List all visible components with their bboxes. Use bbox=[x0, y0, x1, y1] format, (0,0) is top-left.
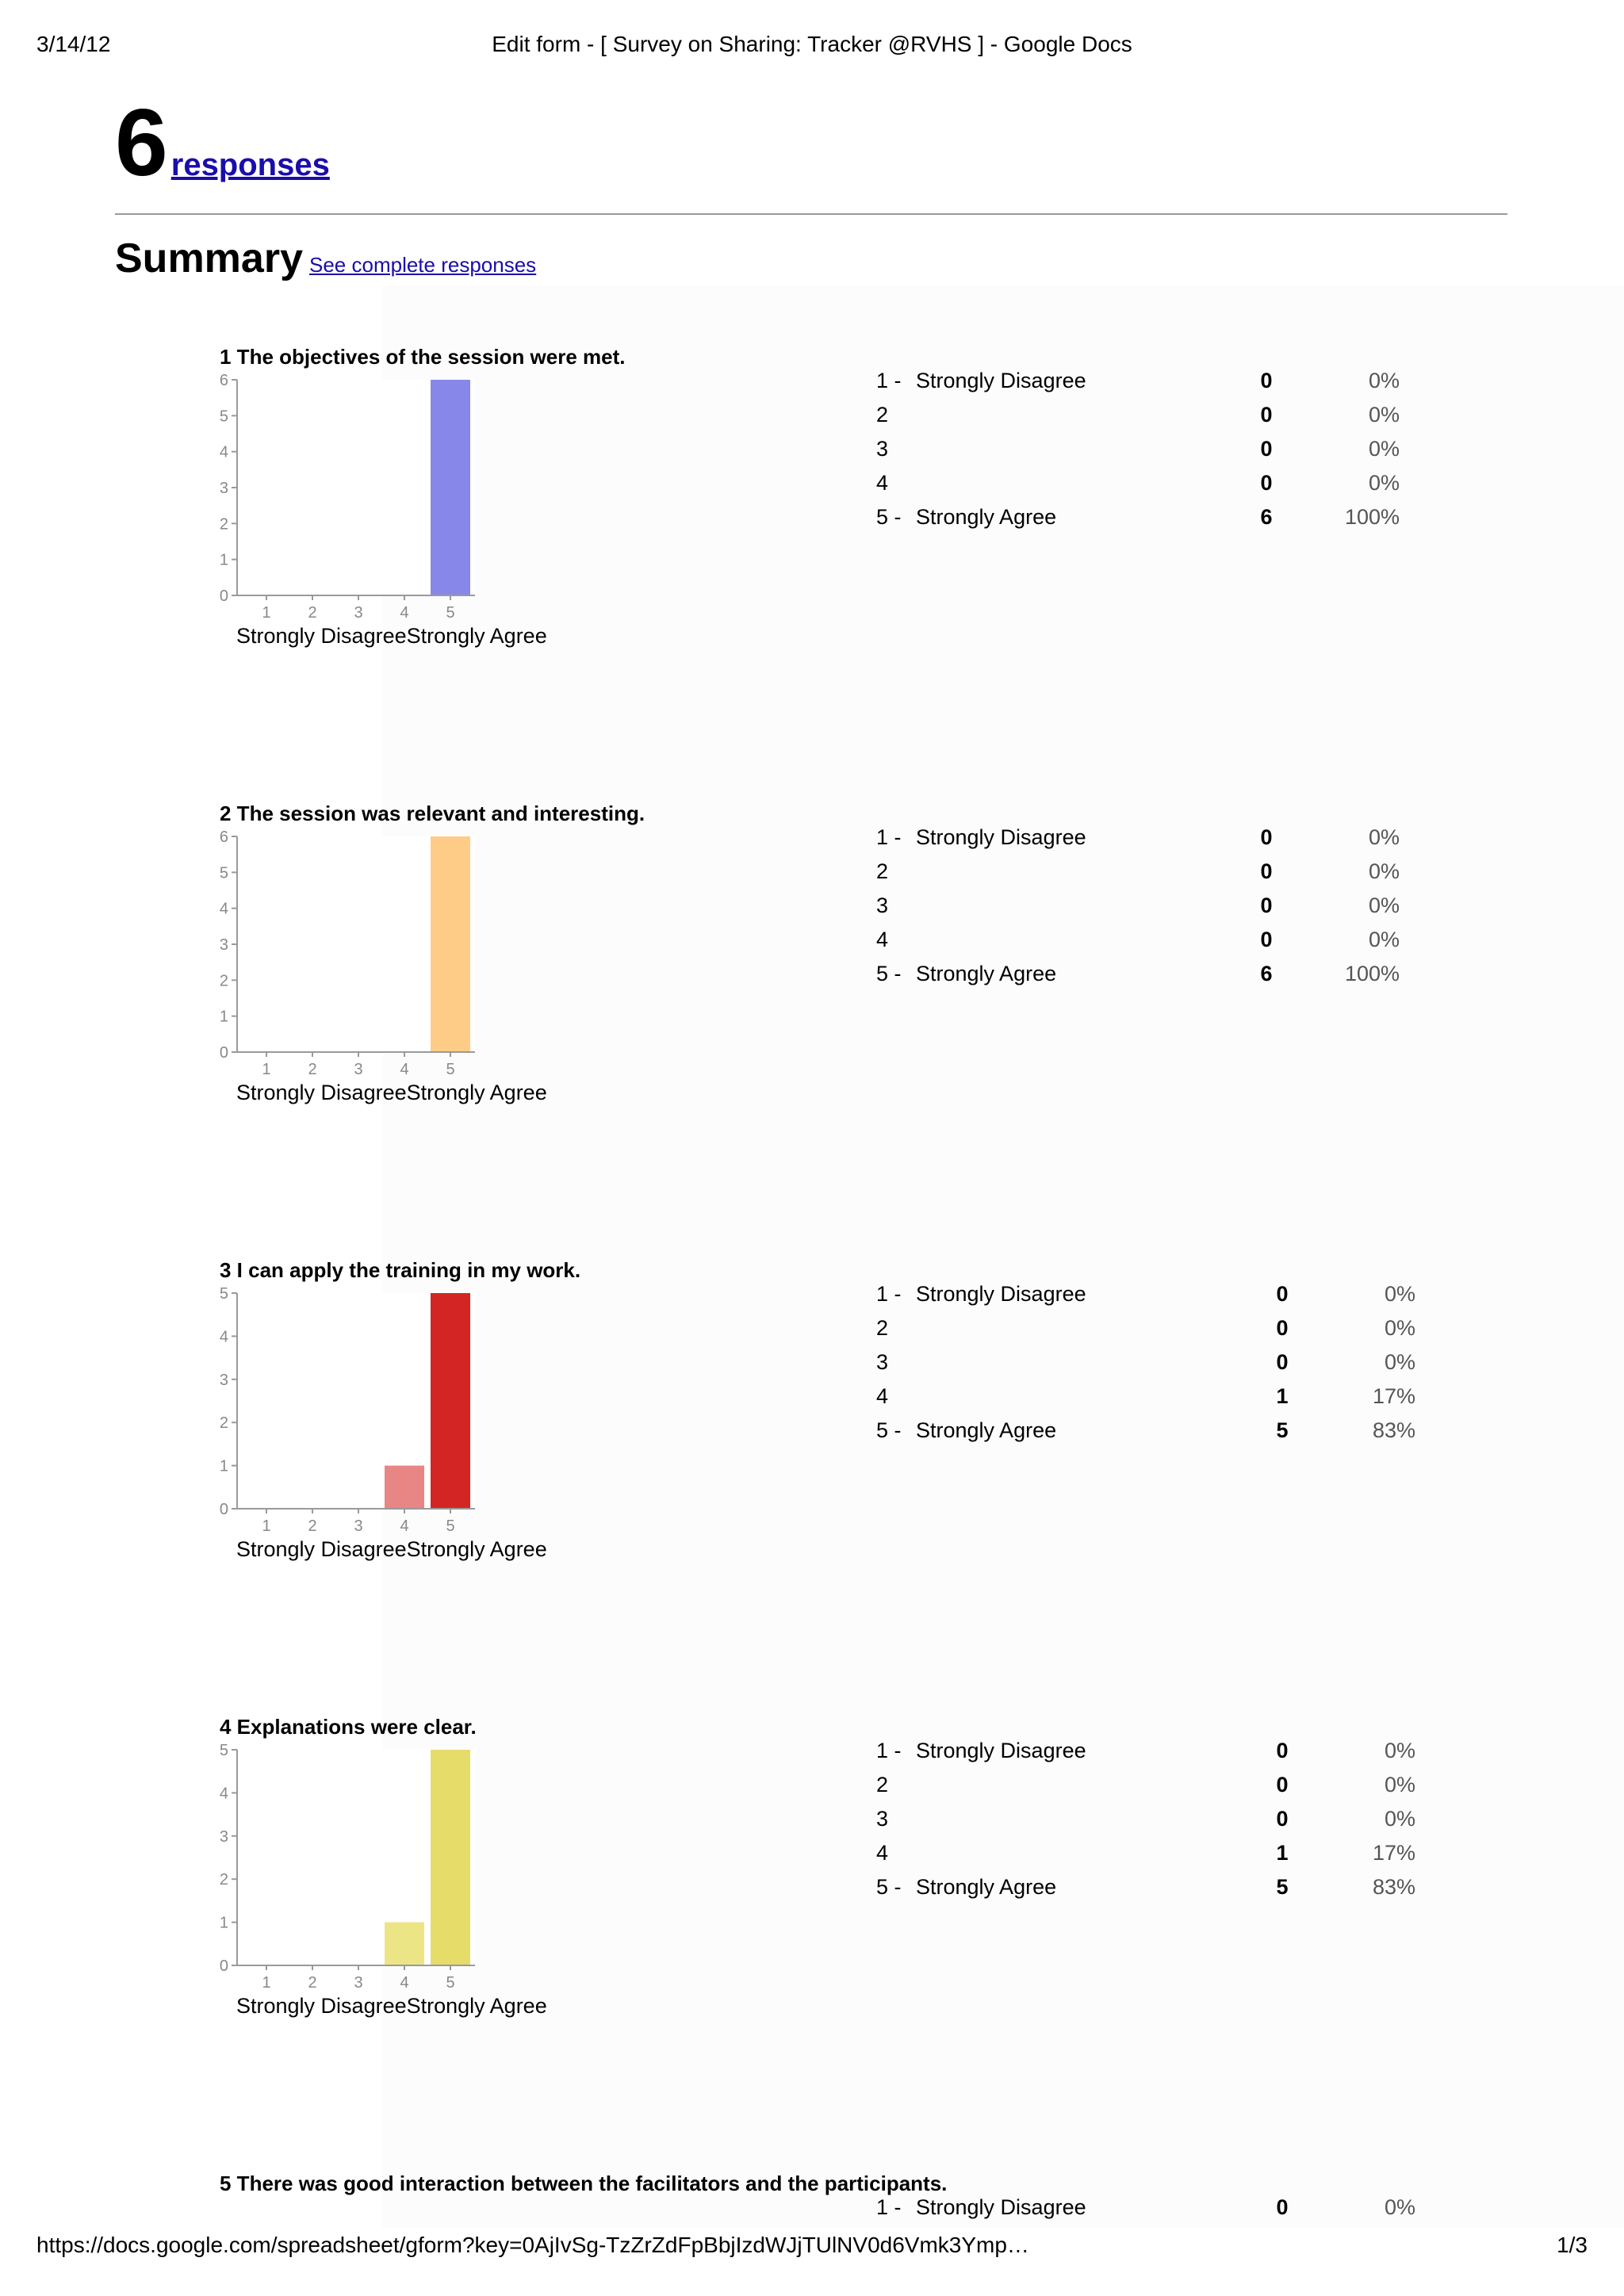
table-row: 1 - Strongly Disagree 0 0% bbox=[876, 825, 1400, 849]
scale-low-label: Strongly DisagreeStrongly Agree bbox=[236, 1994, 547, 2018]
bar bbox=[431, 1293, 470, 1509]
x-tick-label: 5 bbox=[446, 1061, 455, 1078]
y-tick-label: 5 bbox=[220, 1742, 228, 1759]
y-tick-label: 0 bbox=[220, 1957, 228, 1975]
y-tick-label: 4 bbox=[220, 900, 228, 918]
scale-low-label: Strongly DisagreeStrongly Agree bbox=[236, 1537, 547, 1561]
y-tick-label: 3 bbox=[220, 1827, 228, 1846]
bar bbox=[431, 1750, 470, 1965]
table-row: 2 0 0% bbox=[876, 1316, 1415, 1340]
x-tick-label: 4 bbox=[400, 604, 409, 622]
table-row: 3 0 0% bbox=[876, 1807, 1415, 1831]
question-2 bbox=[220, 802, 1409, 1135]
scale-low-label: Strongly DisagreeStrongly Agree bbox=[236, 624, 547, 648]
table-row: 3 0 0% bbox=[876, 894, 1400, 917]
y-tick-label: 6 bbox=[220, 372, 228, 389]
table-row: 3 0 0% bbox=[876, 1350, 1415, 1374]
footer-page-number: 1/3 bbox=[1557, 2233, 1588, 2257]
bar-chart-q4 bbox=[220, 1732, 489, 2002]
y-tick-label: 4 bbox=[220, 1785, 228, 1803]
x-tick-label: 2 bbox=[308, 604, 317, 622]
table-row: 1 - Strongly Disagree 0 0% bbox=[876, 369, 1400, 392]
x-tick-label: 2 bbox=[308, 1974, 317, 1992]
table-row: 1 - Strongly Disagree 0 0% bbox=[876, 1739, 1415, 1762]
y-tick-label: 1 bbox=[220, 1457, 228, 1475]
x-tick-label: 4 bbox=[400, 1061, 409, 1078]
question-title: 3 I can apply the training in my work. bbox=[220, 1258, 581, 1282]
table-row: 4 0 0% bbox=[876, 928, 1400, 951]
table-row: 2 0 0% bbox=[876, 403, 1400, 427]
x-tick-label: 4 bbox=[400, 1517, 409, 1535]
x-tick-label: 1 bbox=[262, 604, 271, 622]
y-tick-label: 4 bbox=[220, 1328, 228, 1346]
question-3 bbox=[220, 1258, 1415, 1591]
scale-low-label: Strongly DisagreeStrongly Agree bbox=[236, 1081, 547, 1104]
table-row: 5 - Strongly Agree 5 83% bbox=[876, 1875, 1415, 1899]
x-tick-label: 3 bbox=[354, 1517, 363, 1535]
y-tick-label: 3 bbox=[220, 480, 228, 497]
table-row: 5 - Strongly Agree 6 100% bbox=[876, 505, 1400, 529]
y-tick-label: 2 bbox=[220, 1871, 228, 1889]
table-row: 3 0 0% bbox=[876, 437, 1400, 461]
table-row: 4 0 0% bbox=[876, 471, 1400, 495]
question-title: 1 The objectives of the session were met. bbox=[220, 345, 626, 369]
x-tick-label: 1 bbox=[262, 1517, 271, 1535]
x-tick-label: 1 bbox=[262, 1061, 271, 1078]
question-5 bbox=[220, 2172, 1415, 2235]
x-tick-label: 3 bbox=[354, 1974, 363, 1992]
stats-table-q4 bbox=[876, 1734, 1415, 1904]
question-4 bbox=[220, 1715, 1415, 2048]
y-tick-label: 1 bbox=[220, 1914, 228, 1932]
divider bbox=[115, 213, 1507, 215]
table-row: 4 1 17% bbox=[876, 1841, 1415, 1865]
question-1 bbox=[220, 345, 1409, 678]
question-title: 5 There was good interaction between the facilitators and the participants. bbox=[220, 2172, 948, 2195]
y-tick-label: 3 bbox=[220, 1371, 228, 1389]
stats-table-q2 bbox=[876, 821, 1400, 991]
x-tick-label: 2 bbox=[308, 1061, 317, 1078]
table-row: 2 0 0% bbox=[876, 859, 1400, 883]
bar bbox=[385, 1923, 424, 1965]
footer-url: https://docs.google.com/spreadsheet/gform?key=0AjIvSg-TzZrZdFpBbjIzdWJjTUlNV0d6Vmk3Ymp… bbox=[36, 2233, 1029, 2257]
y-tick-label: 0 bbox=[220, 1501, 228, 1518]
bar-chart-q2 bbox=[220, 819, 489, 1089]
print-date: 3/14/12 bbox=[36, 32, 111, 56]
bar bbox=[431, 380, 470, 595]
y-tick-label: 0 bbox=[220, 1044, 228, 1062]
table-row: 5 - Strongly Agree 5 83% bbox=[876, 1418, 1415, 1442]
y-tick-label: 1 bbox=[220, 1008, 228, 1026]
y-tick-label: 5 bbox=[220, 864, 228, 882]
table-row: 5 - Strongly Agree 6 100% bbox=[876, 962, 1400, 985]
x-tick-label: 1 bbox=[262, 1974, 271, 1992]
summary-header bbox=[115, 235, 536, 282]
y-tick-label: 2 bbox=[220, 1414, 228, 1433]
table-row: 1 - Strongly Disagree 0 0% bbox=[876, 1282, 1415, 1306]
y-tick-label: 2 bbox=[220, 972, 228, 990]
x-tick-label: 3 bbox=[354, 1061, 363, 1078]
table-row: 2 0 0% bbox=[876, 1773, 1415, 1797]
bar-chart-q3 bbox=[220, 1276, 489, 1545]
stats-table-q1 bbox=[876, 364, 1400, 534]
table-row: 4 1 17% bbox=[876, 1384, 1415, 1408]
y-tick-label: 3 bbox=[220, 936, 228, 954]
x-tick-label: 5 bbox=[446, 1517, 455, 1535]
summary-title: Summary bbox=[115, 235, 303, 281]
table-row: 1 - Strongly Disagree 0 0% bbox=[876, 2195, 1415, 2219]
responses-header bbox=[115, 90, 330, 196]
y-tick-label: 1 bbox=[220, 551, 228, 569]
y-tick-label: 2 bbox=[220, 515, 228, 534]
y-tick-label: 5 bbox=[220, 1285, 228, 1303]
see-complete-responses-link[interactable]: See complete responses bbox=[309, 253, 537, 277]
x-tick-label: 2 bbox=[308, 1517, 317, 1535]
bar-chart-q1 bbox=[220, 362, 489, 632]
bar bbox=[431, 836, 470, 1052]
x-tick-label: 5 bbox=[446, 1974, 455, 1992]
stats-table-q5 bbox=[876, 2191, 1415, 2225]
x-tick-label: 4 bbox=[400, 1974, 409, 1992]
print-page-title: Edit form - [ Survey on Sharing: Tracker @RVHS ] - Google Docs bbox=[492, 32, 1132, 56]
y-tick-label: 0 bbox=[220, 587, 228, 605]
stats-table-q3 bbox=[876, 1277, 1415, 1448]
bar bbox=[385, 1466, 424, 1509]
x-tick-label: 5 bbox=[446, 604, 455, 622]
responses-link[interactable]: responses bbox=[170, 147, 330, 182]
y-tick-label: 4 bbox=[220, 443, 228, 461]
x-tick-label: 3 bbox=[354, 604, 363, 622]
y-tick-label: 5 bbox=[220, 408, 228, 426]
question-title: 2 The session was relevant and interesting. bbox=[220, 802, 645, 825]
responses-count: 6 bbox=[115, 90, 167, 196]
y-tick-label: 6 bbox=[220, 828, 228, 846]
question-title: 4 Explanations were clear. bbox=[220, 1715, 477, 1739]
